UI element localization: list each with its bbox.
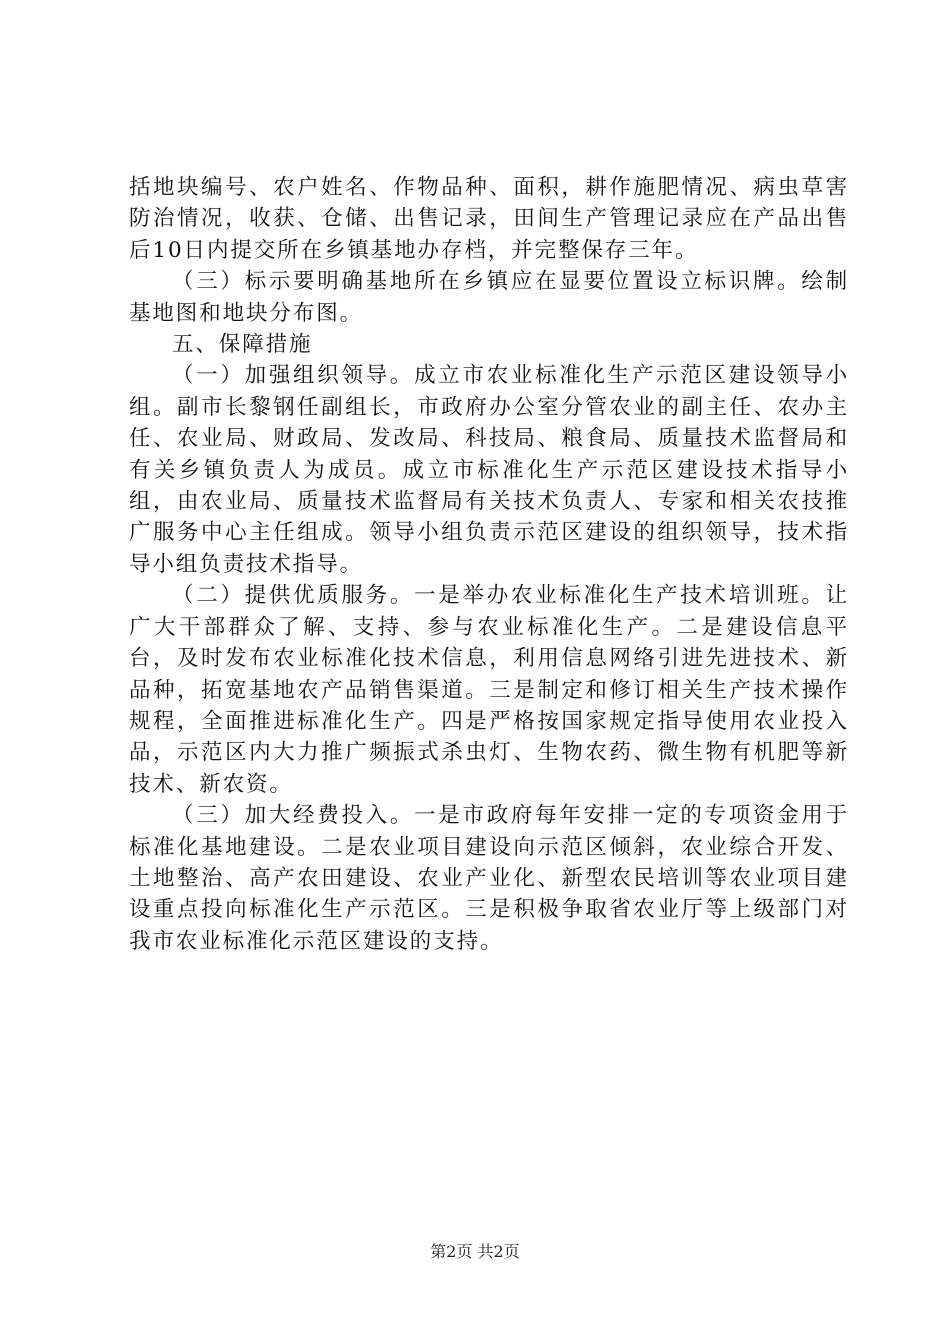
- section-heading-safeguards: 五、保障措施: [172, 332, 313, 358]
- paragraph-organization-leadership: （一）加强组织领导。成立市农业标准化生产示范区建设领导小组。副市长黎钢任副组长，市政府办公室分管农业的副主任、农办主任、农业局、财政局、发改局、科技局、粮食局、质量技术监督局和有关乡镇负责人为成员。成立市标准化生产示范区建设技术指导小组，由农业局、质量技术监督局有关技术负责人、专家和相关农技推广服务中心主任组成。领导小组负责示范区建设的组织领导，技术指导小组负责技术指导。: [129, 363, 849, 577]
- document-body: [129, 172, 849, 957]
- paragraph-continuation: 括地块编号、农户姓名、作物品种、面积，耕作施肥情况、病虫草害防治情况，收获、仓储、出售记录，田间生产管理记录应在产品出售后10日内提交所在乡镇基地办存档，并完整保存三年。: [129, 175, 849, 263]
- paragraph-funding-input: （三）加大经费投入。一是市政府每年安排一定的专项资金用于标准化基地建设。二是农业项目建设向示范区倾斜，农业综合开发、土地整治、高产农田建设、农业产业化、新型农民培训等农业项目建设重点投向标准化生产示范区。三是积极争取省农业厅等上级部门对我市农业标准化示范区建设的支持。: [129, 803, 849, 954]
- page-footer: 第2页 共2页: [430, 1242, 520, 1261]
- paragraph-marking-requirements: （三）标示要明确基地所在乡镇应在显要位置设立标识牌。绘制基地图和地块分布图。: [129, 269, 849, 326]
- paragraph-quality-service: （二）提供优质服务。一是举办农业标准化生产技术培训班。让广大干部群众了解、支持、参与农业标准化生产。二是建设信息平台，及时发布农业标准化技术信息，利用信息网络引进先进技术、新品种，拓宽基地农产品销售渠道。三是制定和修订相关生产技术操作规程，全面推进标准化生产。四是严格按国家规定指导使用农业投入品，示范区内大力推广频振式杀虫灯、生物农药、微生物有机肥等新技术、新农资。: [129, 583, 849, 797]
